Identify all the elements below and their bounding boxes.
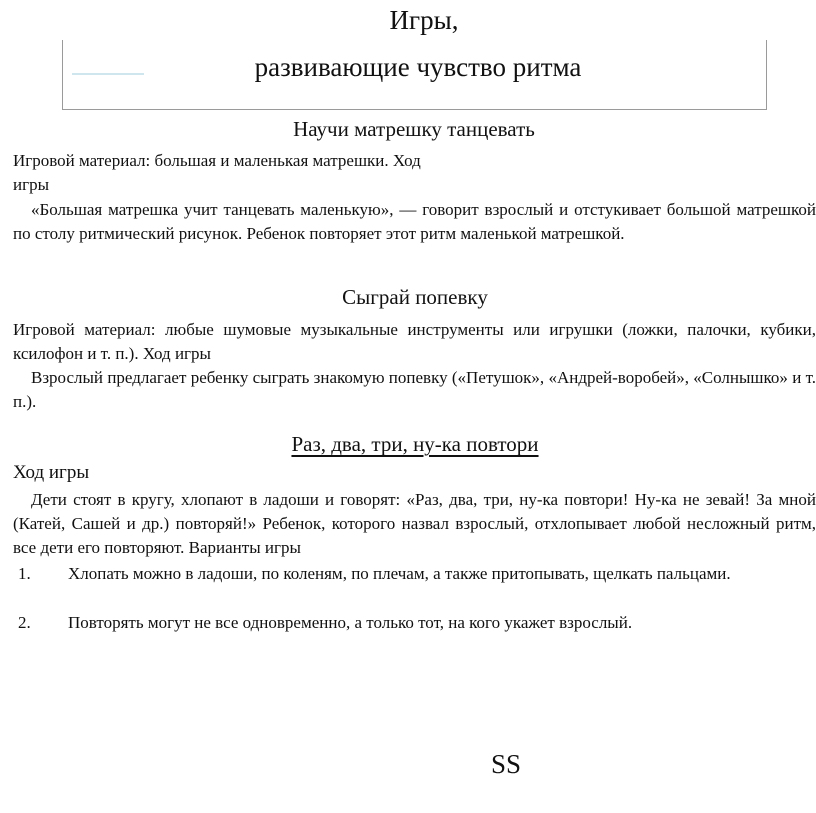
footer-mark: SS — [491, 749, 522, 779]
section1-material: Игровой материал: большая и маленькая матрешки. Ход — [13, 151, 421, 170]
variant-text: Хлопать можно в ладоши, по коленям, по плечам, а также притопывать, щелкать пальцами. — [68, 564, 731, 583]
variant-item-2 — [18, 612, 810, 634]
section2-heading: Сыграй попевку — [342, 285, 488, 309]
section2-text: Взрослый предлагает ребенку сыграть знакомую попевку («Петушок», «Андрей-воробей», «Солнышко» и т. п.). — [13, 368, 816, 411]
variant-number: 2. — [18, 613, 31, 632]
section1-text: «Большая матрешка учит танцевать маленькую», — говорит взрослый и отстукивает большой матрешкой по столу ритмический рисунок. Ребенок повторяет этот ритм маленькой матрешкой. — [13, 200, 816, 243]
variant-text: Повторять могут не все одновременно, а только тот, на кого укажет взрослый. — [68, 613, 633, 632]
section3-subheading: Ход игры — [13, 462, 90, 483]
section1-material-cont: игры — [13, 175, 49, 194]
section3-text: Дети стоят в кругу, хлопают в ладоши и говорят: «Раз, два, три, ну-ка повтори! Ну-ка не зевай! За мной (Катей, Сашей и др.) повторяй!» Ребенок, которого назвал взрослый, отхлопывает любой несложный ритм, все дети его повторяют. Варианты игры — [13, 490, 816, 557]
variant-item-1 — [18, 563, 810, 585]
page-title-line2: развивающие чувство ритма — [254, 52, 582, 82]
page-title-line1: Игры, — [389, 5, 459, 35]
section1-heading: Научи матрешку танцевать — [293, 117, 535, 141]
section3-heading: Раз, два, три, ну-ка повтори — [291, 432, 539, 456]
variant-number: 1. — [18, 564, 31, 583]
section2-material: Игровой материал: любые шумовые музыкальные инструменты или игрушки (ложки, палочки, кубики, ксилофон и т. п.). Ход игры — [13, 320, 816, 363]
